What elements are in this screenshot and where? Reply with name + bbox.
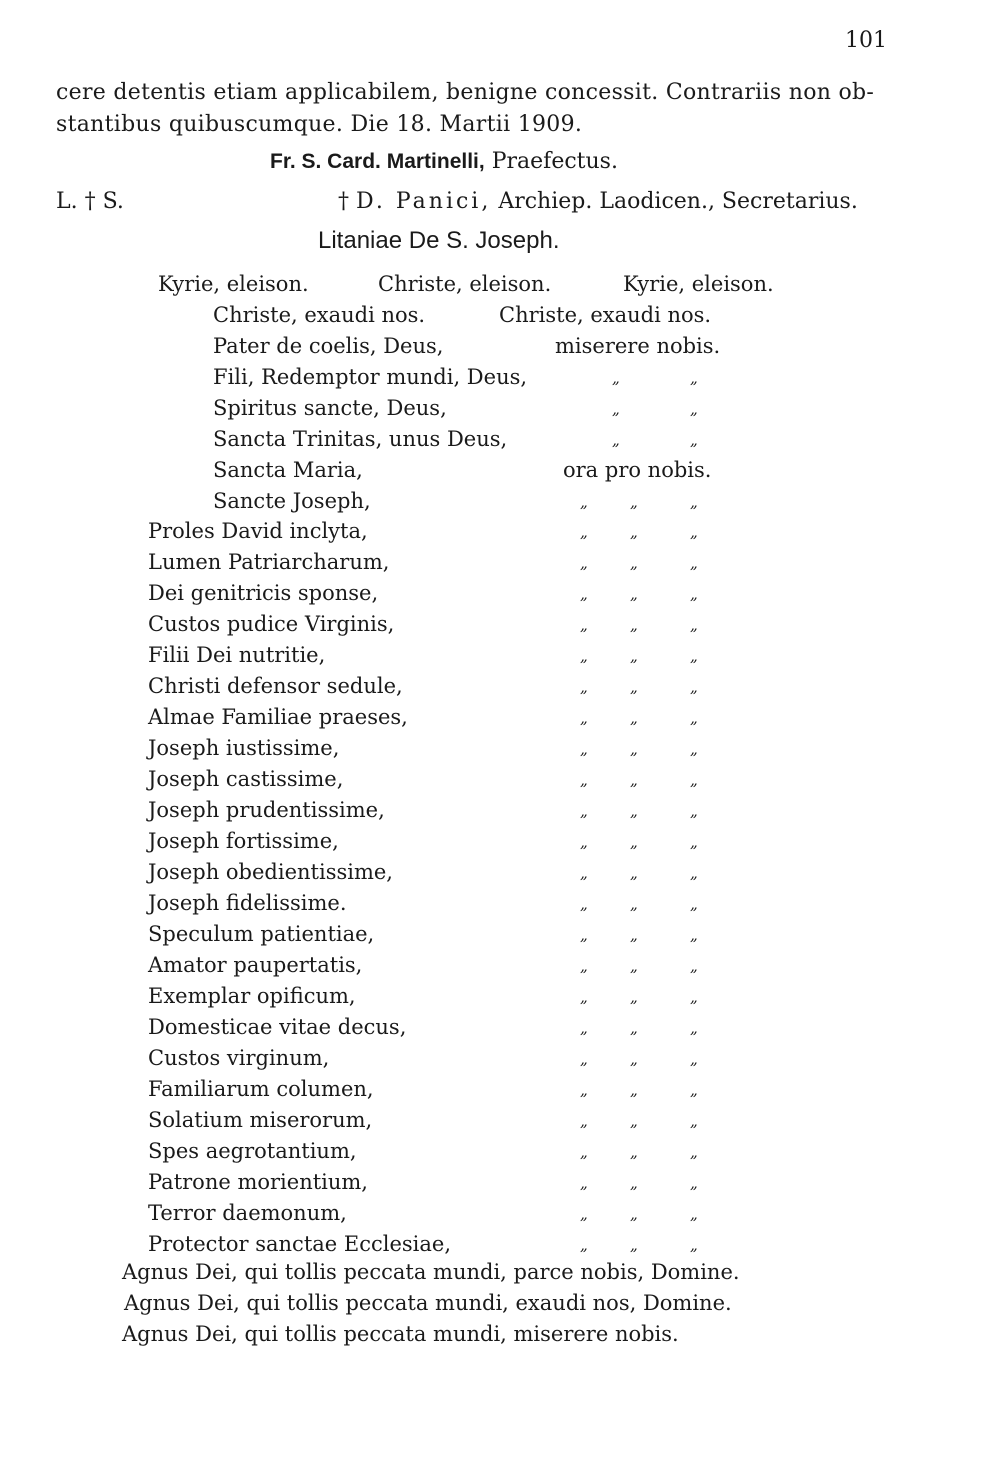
invocation: Joseph fortissime, [148, 829, 339, 853]
ditto-mark: „ [580, 926, 588, 944]
ditto-mark: „ [630, 895, 638, 913]
litany-row [0, 458, 1000, 488]
ditto-mark: „ [630, 585, 638, 603]
invocation: Spiritus sancte, Deus, [213, 396, 447, 420]
secretary-title: Archiep. Laodicen., Secretarius. [498, 189, 858, 214]
ditto-mark: „ [690, 400, 698, 418]
ditto-mark: „ [690, 1205, 698, 1223]
ditto-mark: „ [690, 1081, 698, 1099]
ditto-mark: „ [580, 740, 588, 758]
ditto-mark: „ [580, 1205, 588, 1223]
ditto-mark: „ [630, 833, 638, 851]
ditto-mark: „ [580, 771, 588, 789]
intro-line-2: stantibus quibuscumque. Die 18. Martii 1909. [56, 112, 583, 137]
ditto-mark: „ [690, 585, 698, 603]
ditto-mark: „ [690, 740, 698, 758]
christe-exaudi-left: Christe, exaudi nos. [213, 303, 426, 327]
ditto-mark: „ [630, 1019, 638, 1037]
ditto-mark: „ [580, 802, 588, 820]
invocation: Christi defensor sedule, [148, 674, 403, 698]
litany-row [0, 891, 1000, 921]
ditto-mark: „ [690, 678, 698, 696]
agnus-dei-line: Agnus Dei, qui tollis peccata mundi, exaudi nos, Domine. [124, 1291, 732, 1315]
ditto-mark: „ [580, 678, 588, 696]
ditto-mark: „ [630, 740, 638, 758]
ditto-mark: „ [630, 616, 638, 634]
litany-row [0, 272, 1000, 302]
ditto-mark: „ [630, 554, 638, 572]
ora-pro-nobis: ora pro nobis. [563, 458, 712, 482]
ditto-mark: „ [690, 616, 698, 634]
ditto-mark: „ [630, 493, 638, 511]
ditto-mark: „ [630, 988, 638, 1006]
invocation: Spes aegrotantium, [148, 1139, 357, 1163]
invocation: Almae Familiae praeses, [148, 705, 408, 729]
invocation: Lumen Patriarcharum, [148, 550, 390, 574]
ditto-mark: „ [690, 1236, 698, 1254]
kyrie-left: Kyrie, eleison. [158, 272, 309, 296]
ditto-mark: „ [690, 771, 698, 789]
ditto-mark: „ [630, 957, 638, 975]
ditto-mark: „ [580, 957, 588, 975]
invocation: Protector sanctae Ecclesiae, [148, 1232, 451, 1256]
litany-row [0, 1046, 1000, 1076]
ditto-mark: „ [690, 1174, 698, 1192]
invocation: Custos virginum, [148, 1046, 330, 1070]
christe-exaudi-right: Christe, exaudi nos. [499, 303, 712, 327]
ditto-mark: „ [690, 988, 698, 1006]
ditto-mark: „ [580, 616, 588, 634]
ditto-mark: „ [690, 493, 698, 511]
ditto-mark: „ [580, 1236, 588, 1254]
prefect-name: Fr. S. Card. Martinelli, [270, 150, 485, 173]
litany-row [0, 798, 1000, 828]
invocation: Custos pudice Virginis, [148, 612, 395, 636]
litany-row [0, 643, 1000, 673]
invocation: Patrone morientium, [148, 1170, 368, 1194]
ditto-mark: „ [630, 1081, 638, 1099]
litany-row [0, 550, 1000, 580]
invocation: Joseph prudentissime, [148, 798, 385, 822]
kyrie-right: Kyrie, eleison. [623, 272, 774, 296]
litany-row [0, 705, 1000, 735]
ditto-mark: „ [630, 709, 638, 727]
ditto-mark: „ [580, 1050, 588, 1068]
litany-row [0, 953, 1000, 983]
ditto-mark: „ [690, 523, 698, 541]
invocation: Sancta Maria, [213, 458, 363, 482]
ditto-mark: „ [630, 1143, 638, 1161]
litany-row [0, 519, 1000, 549]
miserere-response: miserere nobis. [555, 334, 721, 358]
ditto-mark: „ [580, 493, 588, 511]
invocation: Solatium miserorum, [148, 1108, 373, 1132]
agnus-dei-line: Agnus Dei, qui tollis peccata mundi, parce nobis, Domine. [122, 1260, 740, 1284]
ditto-mark: „ [690, 926, 698, 944]
ditto-mark: „ [580, 833, 588, 851]
ditto-mark: „ [630, 1174, 638, 1192]
ditto-mark: „ [580, 523, 588, 541]
litany-row [0, 736, 1000, 766]
ditto-mark: „ [690, 647, 698, 665]
litany-row [0, 922, 1000, 952]
secretary-cross: † [338, 189, 349, 214]
ditto-mark: „ [630, 802, 638, 820]
ditto-mark: „ [690, 957, 698, 975]
ditto-mark: „ [580, 1112, 588, 1130]
secretary-name: D. Panici, [356, 189, 492, 214]
ditto-mark: „ [630, 926, 638, 944]
invocation: Familiarum columen, [148, 1077, 374, 1101]
ditto-mark: „ [580, 709, 588, 727]
invocation: Dei genitricis sponse, [148, 581, 379, 605]
ditto-mark: „ [690, 369, 698, 387]
litany-row [0, 1077, 1000, 1107]
litany-row [0, 1170, 1000, 1200]
litany-row [0, 1139, 1000, 1169]
ditto-mark: „ [630, 1236, 638, 1254]
litany-row [0, 365, 1000, 395]
litany-row [0, 829, 1000, 859]
invocation: Fili, Redemptor mundi, Deus, [213, 365, 528, 389]
invocation: Exemplar opificum, [148, 984, 356, 1008]
litany-row [0, 860, 1000, 890]
litany-row [0, 1201, 1000, 1231]
litany-row [0, 612, 1000, 642]
ditto-mark: „ [630, 1050, 638, 1068]
agnus-dei-line: Agnus Dei, qui tollis peccata mundi, miserere nobis. [122, 1322, 679, 1346]
litany-row [0, 334, 1000, 364]
invocation: Amator paupertatis, [148, 953, 363, 977]
secretary-signature [338, 191, 858, 213]
ditto-mark: „ [630, 864, 638, 882]
invocation: Joseph obedientissime, [148, 860, 393, 884]
ditto-mark: „ [690, 1050, 698, 1068]
ditto-mark: „ [580, 585, 588, 603]
litany-row [0, 489, 1000, 519]
litany-row [0, 396, 1000, 426]
ditto-mark: „ [630, 771, 638, 789]
page-number: 101 [845, 28, 887, 53]
ditto-mark: „ [580, 1019, 588, 1037]
prefect-title: Praefectus. [491, 149, 618, 174]
invocation: Terror daemonum, [148, 1201, 347, 1225]
ditto-mark: „ [630, 678, 638, 696]
ditto-mark: „ [630, 523, 638, 541]
pater-invocation: Pater de coelis, Deus, [213, 334, 444, 358]
ditto-mark: „ [630, 1112, 638, 1130]
ditto-mark: „ [690, 895, 698, 913]
ditto-mark: „ [690, 1143, 698, 1161]
litany-title: Litaniae De S. Joseph. [318, 227, 560, 254]
ditto-mark: „ [630, 647, 638, 665]
litany-row [0, 1015, 1000, 1045]
ditto-mark: „ [690, 554, 698, 572]
litany-row [0, 674, 1000, 704]
ditto-mark: „ [690, 802, 698, 820]
ditto-mark: „ [580, 647, 588, 665]
invocation: Proles David inclyta, [148, 519, 368, 543]
ditto-mark: „ [612, 369, 620, 387]
ditto-mark: „ [580, 554, 588, 572]
ditto-mark: „ [690, 709, 698, 727]
ditto-mark: „ [580, 1174, 588, 1192]
litany-row [0, 581, 1000, 611]
litany-row [0, 767, 1000, 797]
invocation: Speculum patientiae, [148, 922, 375, 946]
seal-mark: L. † S. [56, 189, 124, 214]
ditto-mark: „ [690, 431, 698, 449]
ditto-mark: „ [690, 1019, 698, 1037]
ditto-mark: „ [580, 864, 588, 882]
invocation: Joseph fidelissime. [148, 891, 347, 915]
litany-row [0, 427, 1000, 457]
christe-mid: Christe, eleison. [378, 272, 552, 296]
ditto-mark: „ [580, 895, 588, 913]
ditto-mark: „ [690, 864, 698, 882]
intro-line-1: cere detentis etiam applicabilem, benigne concessit. Contrariis non ob- [56, 80, 875, 105]
ditto-mark: „ [630, 1205, 638, 1223]
litany-row [0, 1232, 1000, 1262]
invocation: Domesticae vitae decus, [148, 1015, 407, 1039]
ditto-mark: „ [690, 833, 698, 851]
ditto-mark: „ [612, 431, 620, 449]
invocation: Filii Dei nutritie, [148, 643, 326, 667]
litany-row [0, 303, 1000, 333]
invocation: Joseph iustissime, [148, 736, 340, 760]
ditto-mark: „ [690, 1112, 698, 1130]
invocation: Sancta Trinitas, unus Deus, [213, 427, 508, 451]
invocation: Joseph castissime, [148, 767, 344, 791]
ditto-mark: „ [580, 1081, 588, 1099]
prefect-signature [270, 151, 618, 173]
litany-row [0, 1108, 1000, 1138]
ditto-mark: „ [612, 400, 620, 418]
ditto-mark: „ [580, 1143, 588, 1161]
ditto-mark: „ [580, 988, 588, 1006]
litany-row [0, 984, 1000, 1014]
invocation: Sancte Joseph, [213, 489, 371, 513]
